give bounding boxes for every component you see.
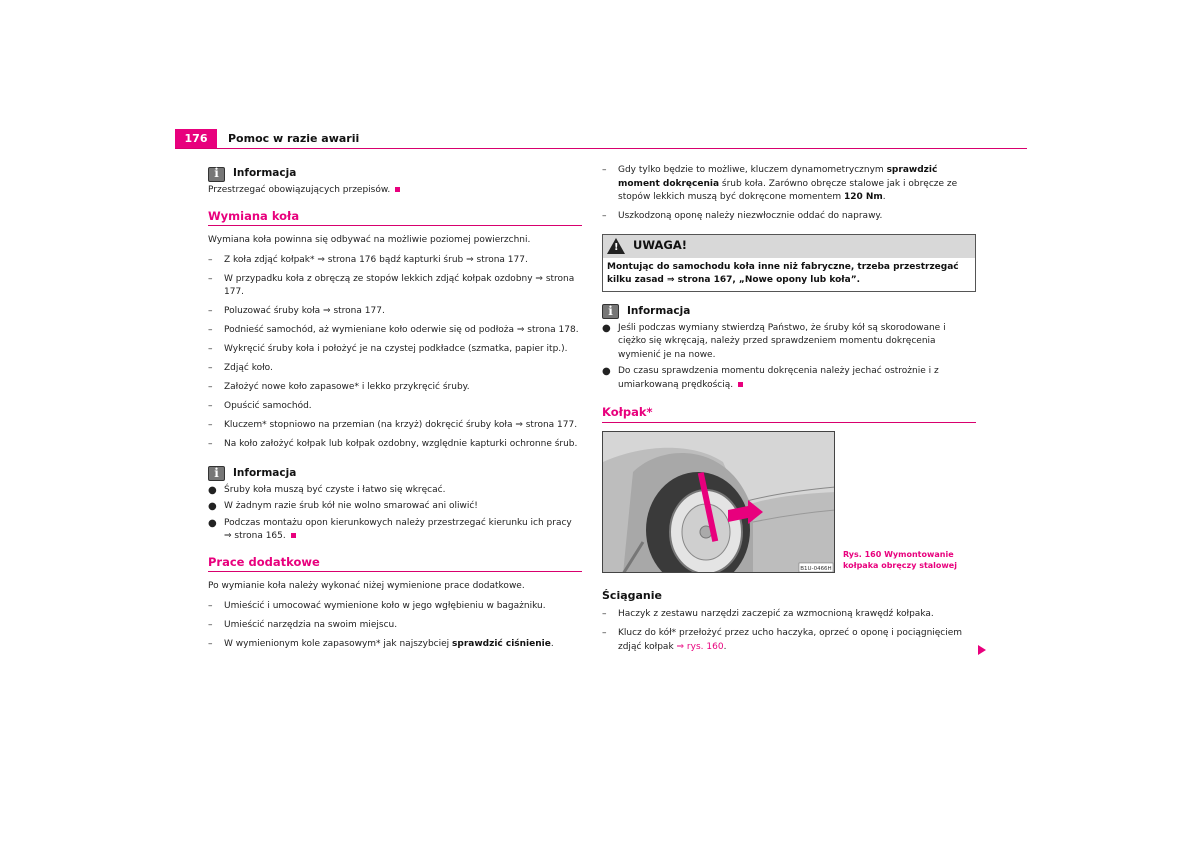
section-title-extra-work: Prace dodatkowe — [208, 556, 582, 573]
chapter-title: Pomoc w razie awarii — [228, 132, 360, 145]
list-item: – Gdy tylko będzie to możliwe, kluczem dynamometrycznym sprawdzić moment dokręcenia śrub koła. Zarówno obręcze stalowe jak i obręcze ze stopów lekkich muszą być dokręcone momentem 120 Nm. — [602, 165, 958, 202]
next-page-arrow-icon — [978, 645, 986, 655]
info-box — [208, 164, 582, 198]
list-item: – W przypadku koła z obręczą ze stopów lekkich zdjąć kołpak ozdobny ⇒ strona 177. — [208, 273, 575, 297]
subsection-title: Ściąganie — [602, 588, 662, 602]
list-item: – Na koło założyć kołpak lub kołpak ozdobny, względnie kapturki ochronne śrub. — [208, 439, 578, 449]
end-mark-icon — [395, 187, 400, 192]
list-item: – Założyć nowe koło zapasowe* i lekko przykręcić śruby. — [208, 382, 470, 392]
info-box — [602, 302, 976, 393]
list-item: – Z koła zdjąć kołpak* ⇒ strona 176 bądź kapturki śrub ⇒ strona 177. — [208, 254, 528, 265]
warning-text: Montując do samochodu koła inne niż fabryczne, trzeba przestrzegać kilku zasad ⇒ strona 167, „Nowe opony lub koła”. — [607, 261, 959, 285]
bullet-item: ● Do czasu sprawdzenia momentu dokręcenia należy jechać ostrożnie i z umiarkowaną prędkością. — [602, 366, 939, 390]
warning-box — [602, 234, 976, 292]
figure-link[interactable]: ⇒ rys. 160 — [676, 641, 724, 652]
section-title-wheel-change: Wymiana koła — [208, 210, 582, 227]
info-icon: i — [602, 304, 619, 319]
list-item: – Uszkodzoną oponę należy niezwłocznie oddać do naprawy. — [602, 211, 883, 221]
bullet-item: ● W żadnym razie śrub kół nie wolno smarować ani oliwić! — [208, 501, 478, 512]
list-item: – Opuścić samochód. — [208, 401, 312, 411]
hubcap-illustration — [602, 431, 835, 573]
list-item: – Umieścić narzędzia na swoim miejscu. — [208, 619, 398, 630]
info-icon: i — [208, 466, 225, 481]
list-item: – W wymienionym kole zapasowym* jak najszybciej sprawdzić ciśnienie. — [208, 638, 554, 649]
section-intro: Wymiana koła powinna się odbywać na możliwie poziomej powierzchni. — [208, 235, 531, 245]
list-item: – Podnieść samochód, aż wymieniane koło oderwie się od podłoża ⇒ strona 178. — [208, 325, 579, 335]
info-title: Informacja — [233, 466, 297, 479]
list-item: – Klucz do kół* przełożyć przez ucho haczyka, oprzeć o oponę i pociągnięciem zdjąć kołpak ⇒ rys. 160. — [602, 628, 963, 652]
wheel-drawing — [603, 432, 835, 573]
list-item: – Wykręcić śruby koła i położyć je na czystej podkładce (szmatka, papier itp.). — [208, 344, 568, 354]
info-icon: i — [208, 167, 225, 182]
figure-caption: Rys. 160 Wymontowanie kołpaka obręczy stalowej — [843, 549, 957, 570]
figure-code: B1U-0466H — [800, 565, 832, 572]
bullet-item: ● Jeśli podczas wymiany stwierdzą Państwo, że śruby kół są skorodowane i ciężko się wkręcają, należy przed sprawdzeniem momentu dokręcenia wymienić je na nowe. — [602, 322, 946, 360]
section-intro: Po wymianie koła należy wykonać niżej wymienione prace dodatkowe. — [208, 581, 525, 591]
warning-icon: ! — [607, 238, 625, 254]
list-item: – Umieścić i umocować wymienione koło w jego wgłębieniu w bagażniku. — [208, 600, 546, 611]
bullet-item: ● Śruby koła muszą być czyste i łatwo się wkręcać. — [208, 484, 446, 496]
list-item: – Kluczem* stopniowo na przemian (na krzyż) dokręcić śruby koła ⇒ strona 177. — [208, 420, 578, 430]
info-title: Informacja — [627, 304, 691, 317]
figure — [602, 431, 976, 573]
list-item: – Haczyk z zestawu narzędzi zaczepić za wzmocnioną krawędź kołpaka. — [602, 609, 934, 619]
warning-title: UWAGA! — [633, 238, 687, 253]
info-box — [208, 464, 582, 544]
page-number: 176 — [175, 129, 217, 148]
list-item: – Poluzować śruby koła ⇒ strona 177. — [208, 306, 385, 316]
left-column — [208, 164, 582, 657]
info-text: Przestrzegać obowiązujących przepisów. — [208, 185, 391, 195]
section-title-hubcap: Kołpak* — [602, 406, 976, 423]
end-mark-icon — [738, 382, 743, 387]
end-mark-icon — [291, 533, 296, 538]
bullet-item: ● Podczas montażu opon kierunkowych należy przestrzegać kierunku ich pracy ⇒ strona 165. — [208, 517, 572, 541]
info-title: Informacja — [233, 167, 297, 180]
right-column — [602, 164, 976, 660]
page-header — [175, 129, 1027, 149]
step-list — [208, 254, 582, 452]
list-item: – Zdjąć koło. — [208, 363, 273, 373]
